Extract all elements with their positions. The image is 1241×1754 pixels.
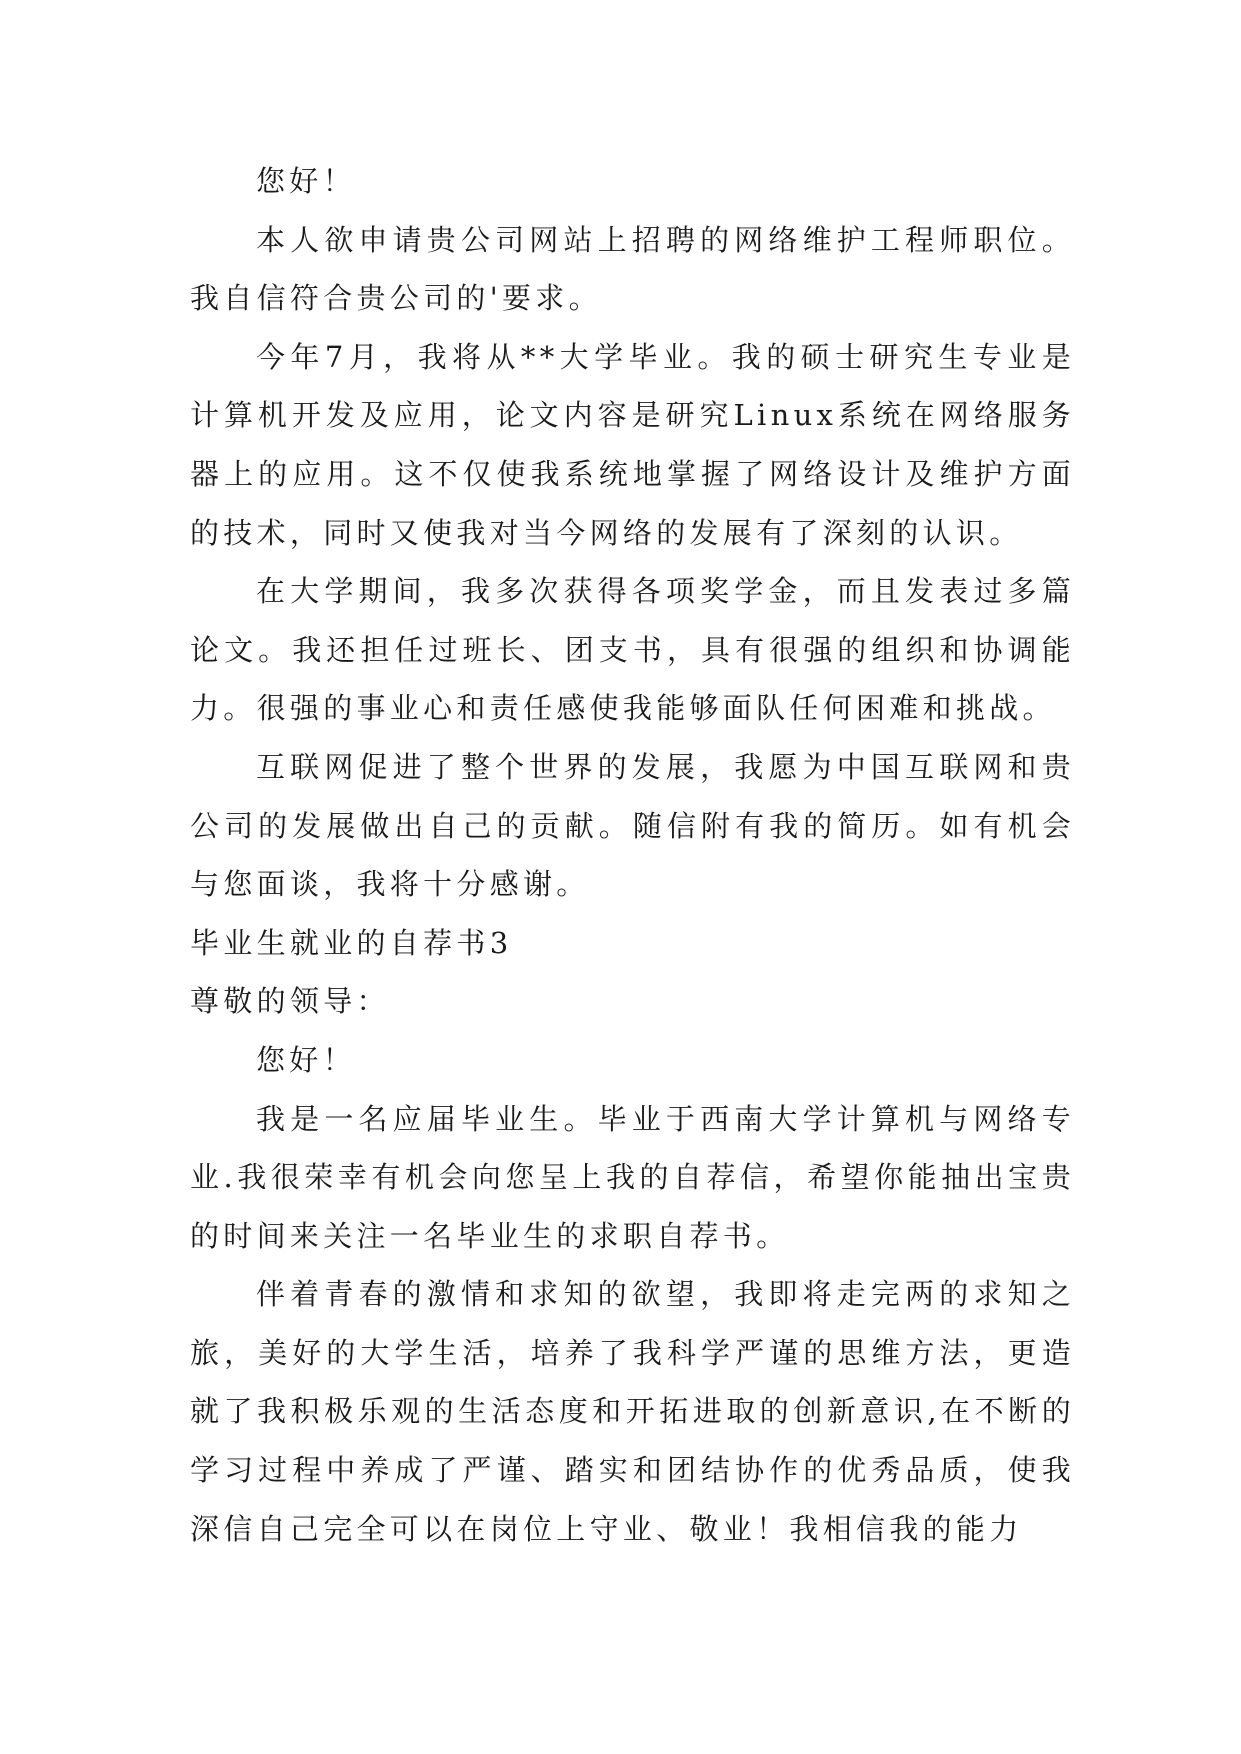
paragraph-university: 在大学期间，我多次获得各项奖学金，而且发表过多篇论文。我还担任过班长、团支书，具有很强的组织和协调能力。很强的事业心和责任感使我能够面队任何困难和挑战。	[190, 574, 1075, 726]
salutation: 尊敬的领导：	[190, 984, 390, 1019]
paragraph-introduction: 我是一名应届毕业生。毕业于西南大学计算机与网络专业.我很荣幸有机会向您呈上我的自荐信，希望你能抽出宝贵的时间来关注一名毕业生的求职自荐书。	[190, 1101, 1075, 1253]
paragraph-qualities: 伴着青春的激情和求知的欲望，我即将走完两的求知之旅，美好的大学生活，培养了我科学严谨的思维方法，更造就了我积极乐观的生活态度和开拓进取的创新意识,在不断的学习过程中养成了严谨、踏实和团结协作的优秀品质，使我深信自己完全可以在岗位上守业、敬业！我相信我的能力	[190, 1277, 1075, 1546]
section-title: 毕业生就业的自荐书3	[190, 925, 513, 960]
paragraph-internet: 互联网促进了整个世界的发展，我愿为中国互联网和贵公司的发展做出自己的贡献。随信附有我的简历。如有机会与您面谈，我将十分感谢。	[190, 749, 1075, 902]
document-body	[190, 152, 1075, 1558]
paragraph-education: 今年7月，我将从**大学毕业。我的硕士研究生专业是计算机开发及应用，论文内容是研究Linux系统在网络服务器上的应用。这不仅使我系统地掌握了网络设计及维护方面的技术，同时又使我对当今网络的发展有了深刻的认识。	[190, 339, 1075, 550]
greeting-line-2: 您好！	[256, 1042, 356, 1077]
greeting-line: 您好！	[256, 164, 356, 198]
paragraph-application: 本人欲申请贵公司网站上招聘的网络维护工程师职位。我自信符合贵公司的'要求。	[190, 222, 1075, 316]
